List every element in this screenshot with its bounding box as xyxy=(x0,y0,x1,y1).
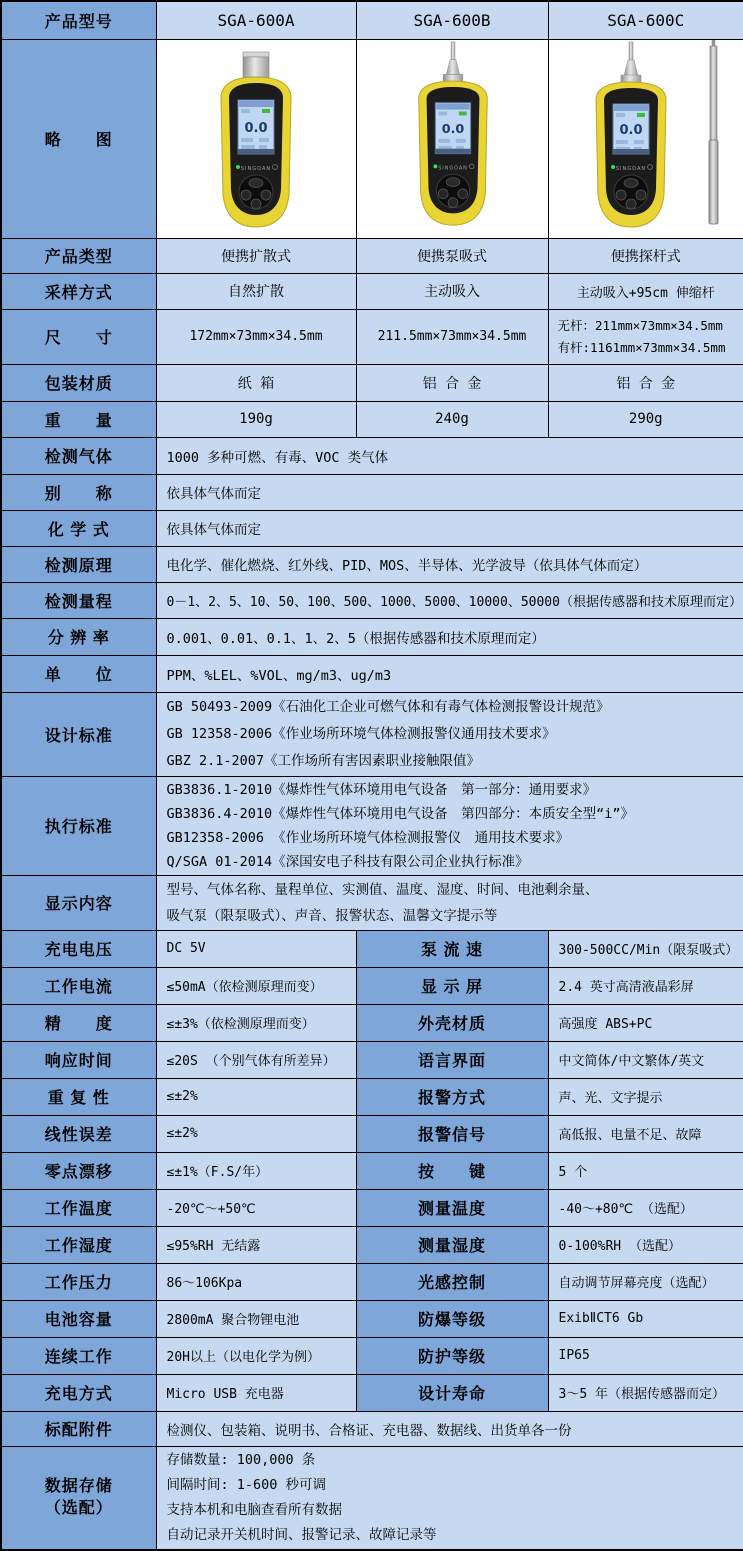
table-row xyxy=(1,967,743,1004)
size-c-line1: 无杆：211mm×73mm×34.5mm xyxy=(558,315,743,337)
table-row xyxy=(1,1446,743,1550)
exec-std-line2: GB3836.4-2010《爆炸性气体环境用电气设备 第四部分：本质安全型“i”》 xyxy=(167,802,743,826)
spec-value: ≤±1%（F.S/年） xyxy=(156,1152,356,1189)
brand-text: SINGOAN xyxy=(241,166,271,172)
table-row xyxy=(1,546,743,582)
table-row xyxy=(1,1115,743,1152)
table-row xyxy=(1,776,743,875)
cell-weight-c: 290g xyxy=(548,401,743,437)
spec-label: 报警信号 xyxy=(356,1115,548,1152)
spec-value: DC 5V xyxy=(156,930,356,967)
telescopic-rod-icon xyxy=(709,40,718,224)
spec-label: 报警方式 xyxy=(356,1078,548,1115)
cell-accessories: 检测仪、包装箱、说明书、合格证、充电器、数据线、出货单各一份 xyxy=(156,1411,743,1446)
table-row xyxy=(1,364,743,401)
table-row xyxy=(1,437,743,474)
brand-text: SINGOAN xyxy=(438,165,468,171)
row-label-alias: 别 称 xyxy=(1,474,156,510)
dpad-buttons-icon xyxy=(239,175,273,209)
cell-sampling-c: 主动吸入+95cm 伸缩杆 xyxy=(548,273,743,309)
spec-value: 2.4 英寸高清液晶彩屏 xyxy=(548,967,743,1004)
pump-probe-icon xyxy=(621,42,641,85)
cell-design-std xyxy=(156,692,743,776)
exec-std-line4: Q/SGA 01-2014《深国安电子科技有限公司企业执行标准》 xyxy=(167,850,743,874)
spec-value: 300-500CC/Min（限泵吸式） xyxy=(548,930,743,967)
table-row xyxy=(1,692,743,776)
size-c-line2: 有杆:1161mm×73mm×34.5mm xyxy=(558,337,743,359)
row-label-principle: 检测原理 xyxy=(1,546,156,582)
display-line2: 吸气泵（限泵吸式）、声音、报警状态、温馨文字提示等 xyxy=(167,903,743,929)
cell-display-content xyxy=(156,875,743,930)
brand-text: SINGOAN xyxy=(615,166,645,172)
table-row xyxy=(1,1041,743,1078)
spec-label: 防护等级 xyxy=(356,1337,548,1374)
device-c-image-cell xyxy=(548,39,743,238)
model-name-b: SGA-600B xyxy=(356,1,548,39)
storage-label-line2: （选配） xyxy=(3,1498,155,1520)
spec-value: IP65 xyxy=(548,1337,743,1374)
table-row xyxy=(1,1,743,39)
cell-packing-b: 铝 合 金 xyxy=(356,364,548,401)
table-row xyxy=(1,1337,743,1374)
spec-label: 按 键 xyxy=(356,1152,548,1189)
table-row xyxy=(1,1374,743,1411)
spec-label: 重 复 性 xyxy=(1,1078,156,1115)
spec-label: 充电方式 xyxy=(1,1374,156,1411)
storage-line1: 存储数量: 100,000 条 xyxy=(167,1448,743,1473)
spec-value: 自动调节屏幕亮度（选配） xyxy=(548,1263,743,1300)
row-label-resolution: 分 辨 率 xyxy=(1,618,156,655)
screen-reading: 0.0 xyxy=(441,122,464,137)
spec-value: ≤±3%（依检测原理而变） xyxy=(156,1004,356,1041)
design-std-line1: GB 50493-2009《石油化工企业可燃气体和有毒气体检测报警设计规范》 xyxy=(167,694,743,721)
spec-value: 中文简体/中文繁体/英文 xyxy=(548,1041,743,1078)
table-row xyxy=(1,1078,743,1115)
spec-value: 86～106Kpa xyxy=(156,1263,356,1300)
spec-value: 高强度 ABS+PC xyxy=(548,1004,743,1041)
device-a-image xyxy=(158,40,354,232)
row-label-accessories: 标配附件 xyxy=(1,1411,156,1446)
storage-line3: 支持本机和电脑查看所有数据 xyxy=(167,1498,743,1523)
cell-sampling-b: 主动吸入 xyxy=(356,273,548,309)
table-row xyxy=(1,238,743,273)
spec-value: 高低报、电量不足、故障 xyxy=(548,1115,743,1152)
table-row xyxy=(1,1004,743,1041)
spec-value: ≤±2% xyxy=(156,1115,356,1152)
device-b-image-cell xyxy=(356,39,548,238)
spec-label: 外壳材质 xyxy=(356,1004,548,1041)
model-name-a: SGA-600A xyxy=(156,1,356,39)
storage-line2: 间隔时间: 1-600 秒可调 xyxy=(167,1473,743,1498)
spec-value: ≤95%RH 无结露 xyxy=(156,1226,356,1263)
diffusion-cap-icon xyxy=(243,52,269,80)
dpad-buttons-icon xyxy=(614,175,648,209)
spec-label: 连续工作 xyxy=(1,1337,156,1374)
row-label-design-std: 设计标准 xyxy=(1,692,156,776)
table-row xyxy=(1,582,743,618)
led-indicator-icon xyxy=(611,165,615,169)
table-row xyxy=(1,1189,743,1226)
table-row xyxy=(1,1226,743,1263)
exec-std-line1: GB3836.1-2010《爆炸性气体环境用电气设备 第一部分：通用要求》 xyxy=(167,778,743,802)
spec-label: 测量湿度 xyxy=(356,1226,548,1263)
row-label-product-type: 产品类型 xyxy=(1,238,156,273)
spec-label: 设计寿命 xyxy=(356,1374,548,1411)
spec-label: 工作电流 xyxy=(1,967,156,1004)
cell-packing-a: 纸 箱 xyxy=(156,364,356,401)
spec-value: 20H以上（以电化学为例） xyxy=(156,1337,356,1374)
spec-label: 防爆等级 xyxy=(356,1300,548,1337)
spec-value: ≤±2% xyxy=(156,1078,356,1115)
cell-size-c xyxy=(548,309,743,364)
spec-label: 线性误差 xyxy=(1,1115,156,1152)
cell-weight-a: 190g xyxy=(156,401,356,437)
screen-reading: 0.0 xyxy=(244,121,267,136)
spec-value: 2800mA 聚合物锂电池 xyxy=(156,1300,356,1337)
table-row xyxy=(1,1411,743,1446)
spec-value: 3～5 年（根据传感器而定） xyxy=(548,1374,743,1411)
cell-exec-std xyxy=(156,776,743,875)
spec-label: 工作湿度 xyxy=(1,1226,156,1263)
cell-weight-b: 240g xyxy=(356,401,548,437)
spec-value: -20℃～+50℃ xyxy=(156,1189,356,1226)
row-label-display-content: 显示内容 xyxy=(1,875,156,930)
dpad-buttons-icon xyxy=(436,174,469,207)
screen-reading: 0.0 xyxy=(619,123,642,138)
storage-label-line1: 数据存储 xyxy=(3,1476,155,1498)
spec-value: Micro USB 充电器 xyxy=(156,1374,356,1411)
table-row xyxy=(1,1263,743,1300)
exec-std-line3: GB12358-2006 《作业场所环境气体检测报警仪 通用技术要求》 xyxy=(167,826,743,850)
cell-sampling-a: 自然扩散 xyxy=(156,273,356,309)
spec-label: 工作压力 xyxy=(1,1263,156,1300)
cell-gas: 1000 多种可燃、有毒、VOC 类气体 xyxy=(156,437,743,474)
row-label-size: 尺 寸 xyxy=(1,309,156,364)
cell-type-b: 便携泵吸式 xyxy=(356,238,548,273)
row-label-sampling: 采样方式 xyxy=(1,273,156,309)
row-label-exec-std: 执行标准 xyxy=(1,776,156,875)
spec-value: 0-100%RH （选配） xyxy=(548,1226,743,1263)
spec-label: 响应时间 xyxy=(1,1041,156,1078)
design-std-line2: GB 12358-2006《作业场所环境气体检测报警仪通用技术要求》 xyxy=(167,721,743,748)
row-label-product-model: 产品型号 xyxy=(1,1,156,39)
spec-label: 充电电压 xyxy=(1,930,156,967)
spec-label: 测量温度 xyxy=(356,1189,548,1226)
storage-line4: 自动记录开关机时间、报警记录、故障记录等 xyxy=(167,1523,743,1548)
spec-value: 声、光、文字提示 xyxy=(548,1078,743,1115)
cell-data-storage xyxy=(156,1446,743,1550)
spec-value: 5 个 xyxy=(548,1152,743,1189)
cell-size-a: 172mm×73mm×34.5mm xyxy=(156,309,356,364)
table-row xyxy=(1,875,743,930)
spec-value: ≤50mA（依检测原理而变） xyxy=(156,967,356,1004)
table-row xyxy=(1,930,743,967)
cell-principle: 电化学、催化燃烧、红外线、PID、MOS、半导体、光学波导（依具体气体而定） xyxy=(156,546,743,582)
device-c-image xyxy=(549,40,743,232)
spec-label: 电池容量 xyxy=(1,1300,156,1337)
table-row xyxy=(1,273,743,309)
led-indicator-icon xyxy=(236,165,240,169)
cell-alias: 依具体气体而定 xyxy=(156,474,743,510)
cell-type-a: 便携扩散式 xyxy=(156,238,356,273)
device-b-image xyxy=(357,40,549,232)
table-row xyxy=(1,510,743,546)
cell-unit: PPM、%LEL、%VOL、mg/m3、ug/m3 xyxy=(156,655,743,692)
cell-resolution: 0.001、0.01、0.1、1、2、5（根据传感器和技术原理而定） xyxy=(156,618,743,655)
spec-label: 工作温度 xyxy=(1,1189,156,1226)
row-label-weight: 重 量 xyxy=(1,401,156,437)
row-label-gas: 检测气体 xyxy=(1,437,156,474)
cell-type-c: 便携探杆式 xyxy=(548,238,743,273)
row-label-formula: 化 学 式 xyxy=(1,510,156,546)
spec-value: ExibⅡCT6 Gb xyxy=(548,1300,743,1337)
row-label-sketch: 略 图 xyxy=(1,39,156,238)
device-a-image-cell xyxy=(156,39,356,238)
spec-label: 语言界面 xyxy=(356,1041,548,1078)
cell-packing-c: 铝 合 金 xyxy=(548,364,743,401)
pump-probe-icon xyxy=(443,42,463,84)
spec-value: ≤20S （个别气体有所差异） xyxy=(156,1041,356,1078)
table-row xyxy=(1,655,743,692)
table-row xyxy=(1,401,743,437)
table-row xyxy=(1,1152,743,1189)
cell-size-b: 211.5mm×73mm×34.5mm xyxy=(356,309,548,364)
spec-label: 精 度 xyxy=(1,1004,156,1041)
led-indicator-icon xyxy=(433,164,437,168)
row-label-range: 检测量程 xyxy=(1,582,156,618)
table-row xyxy=(1,1300,743,1337)
table-row xyxy=(1,39,743,238)
table-row xyxy=(1,309,743,364)
spec-label: 显 示 屏 xyxy=(356,967,548,1004)
row-label-data-storage xyxy=(1,1446,156,1550)
spec-label: 零点漂移 xyxy=(1,1152,156,1189)
spec-value: -40～+80℃ （选配） xyxy=(548,1189,743,1226)
cell-formula: 依具体气体而定 xyxy=(156,510,743,546)
display-line1: 型号、气体名称、量程单位、实测值、温度、湿度、时间、电池剩余量、 xyxy=(167,877,743,903)
row-label-packing: 包装材质 xyxy=(1,364,156,401)
table-row xyxy=(1,474,743,510)
spec-label: 泵 流 速 xyxy=(356,930,548,967)
design-std-line3: GBZ 2.1-2007《工作场所有害因素职业接触限值》 xyxy=(167,748,743,775)
spec-label: 光感控制 xyxy=(356,1263,548,1300)
model-name-c: SGA-600C xyxy=(548,1,743,39)
table-row xyxy=(1,618,743,655)
cell-range: 0－1、2、5、10、50、100、500、1000、5000、10000、50000（根据传感器和技术原理而定） xyxy=(156,582,743,618)
row-label-unit: 单 位 xyxy=(1,655,156,692)
